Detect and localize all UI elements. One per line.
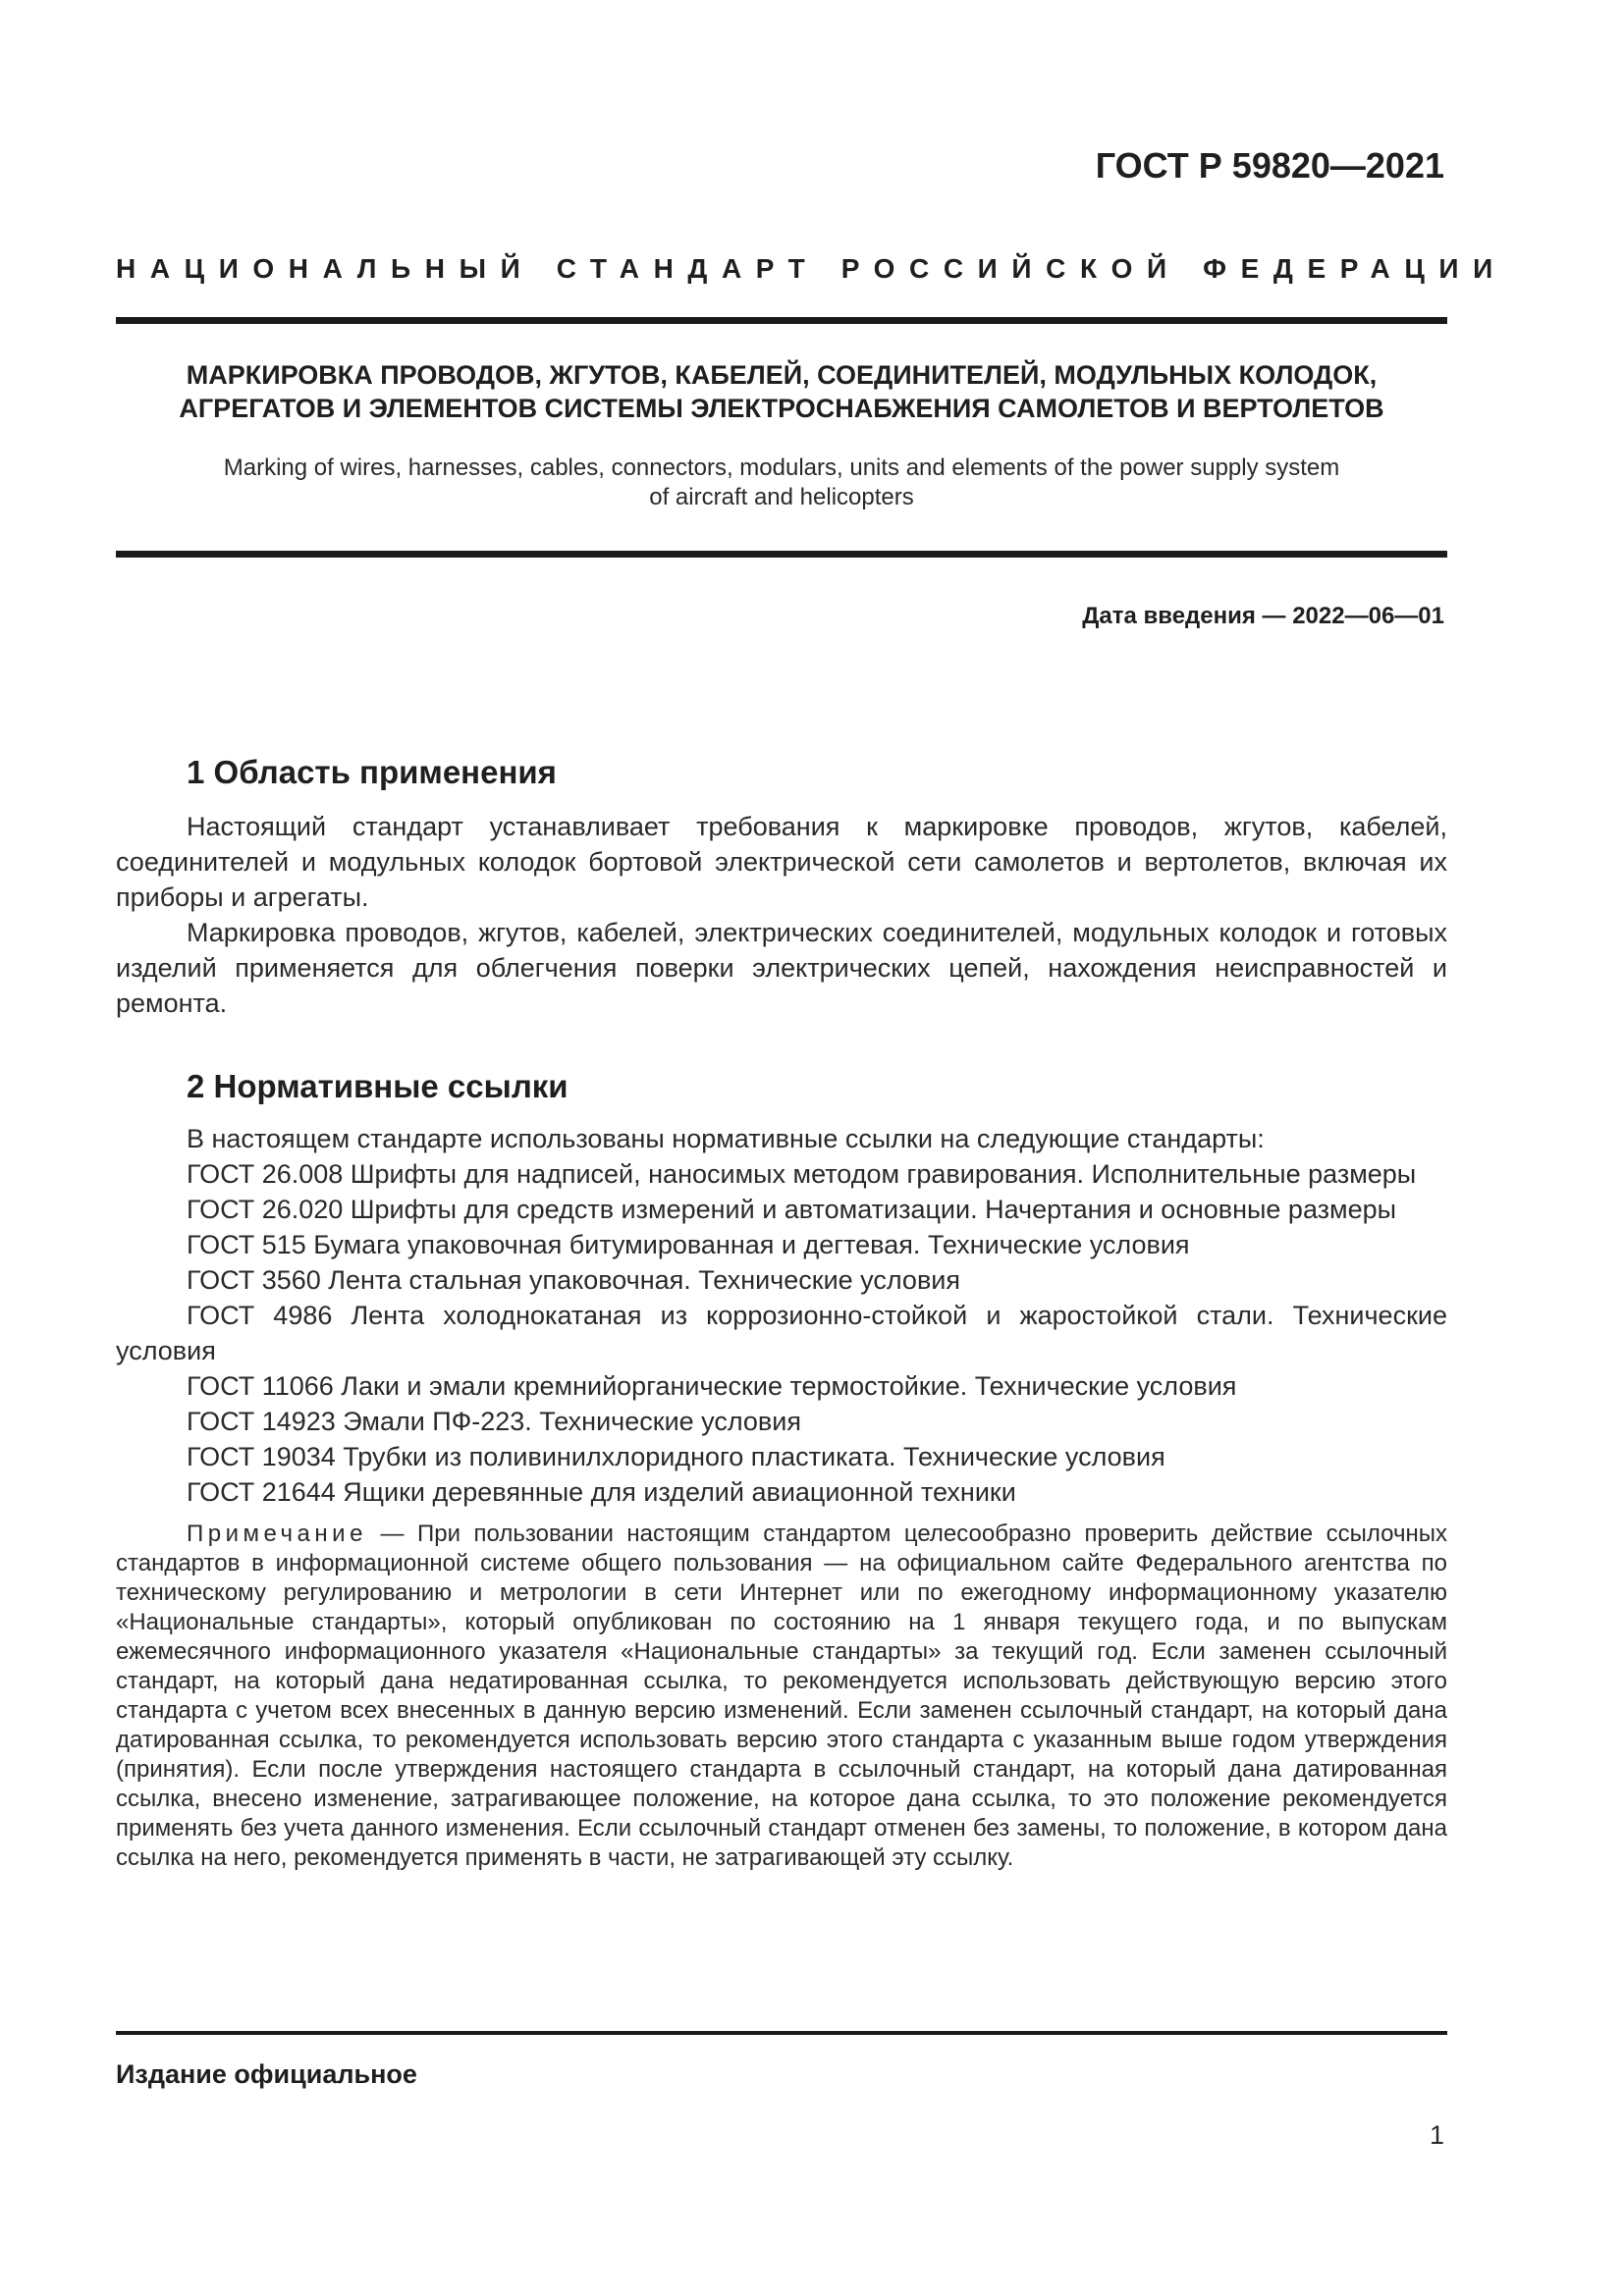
- title-russian-line-2: АГРЕГАТОВ И ЭЛЕМЕНТОВ СИСТЕМЫ ЭЛЕКТРОСНАБЖЕНИЯ САМОЛЕТОВ И ВЕРТОЛЕТОВ: [179, 394, 1384, 423]
- reference-item: ГОСТ 14923 Эмали ПФ-223. Технические условия: [187, 1407, 801, 1436]
- scope-paragraph-2: Маркировка проводов, жгутов, кабелей, электрических соединителей, модульных колодок и готовых изделий применяется для облегчения поверки электрических цепей, нахождения неисправностей и ремонта.: [116, 918, 1447, 1018]
- title-russian: [116, 358, 1447, 425]
- scope-paragraph-1: Настоящий стандарт устанавливает требования к маркировке проводов, жгутов, кабелей, соединителей и модульных колодок бортовой электрической сети самолетов и вертолетов, включая их приборы и агрегаты.: [116, 812, 1447, 912]
- reference-item: ГОСТ 19034 Трубки из поливинилхлоридного пластиката. Технические условия: [187, 1442, 1165, 1471]
- national-standard-banner: НАЦИОНАЛЬНЫЙ СТАНДАРТ РОССИЙСКОЙ ФЕДЕРАЦИИ: [116, 253, 1507, 284]
- title-english: [116, 454, 1447, 512]
- references-intro: В настоящем стандарте использованы нормативные ссылки на следующие стандарты:: [187, 1124, 1265, 1153]
- reference-item: ГОСТ 11066 Лаки и эмали кремнийорганические термостойкие. Технические условия: [187, 1371, 1237, 1401]
- section-scope: [116, 754, 1447, 1021]
- note-label: Примечание: [187, 1521, 367, 1547]
- title-russian-line-1: МАРКИРОВКА ПРОВОДОВ, ЖГУТОВ, КАБЕЛЕЙ, СОЕДИНИТЕЛЕЙ, МОДУЛЬНЫХ КОЛОДОК,: [186, 360, 1378, 390]
- official-edition: Издание официальное: [116, 2059, 417, 2089]
- note-text: — При пользовании настоящим стандартом целесообразно проверить действие ссылочных стандартов в информационной системе общего пользования — на официальном сайте Федерального агентства по техническому регулированию и метрологии в сети Интернет или по ежегодному информационному указателю «Национальные стандарты», который опубликован по состоянию на 1 января текущего года, и по выпускам ежемесячного информационного указателя «Национальные стандарты» за текущий год. Если заменен ссылочный стандарт, на который дана недатированная ссылка, то рекомендуется использовать действующую версию этого стандарта с учетом всех внесенных в данную версию изменений. Если заменен ссылочный стандарт, на который дана датированная ссылка, то рекомендуется использовать версию этого стандарта с указанным выше годом утверждения (принятия). Если после утверждения настоящего стандарта в ссылочный стандарт, на который дана датированная ссылка, внесено изменение, затрагивающее положение, на которое дана ссылка, то это положение рекомендуется применять без учета данного изменения. Если ссылочный стандарт отменен без замены, то положение, в котором дана ссылка на него, рекомендуется применять в части, не затрагивающей эту ссылку.: [116, 1521, 1447, 1871]
- reference-item: ГОСТ 4986 Лента холоднокатаная из коррозионно-стойкой и жаростойкой стали. Технические условия: [116, 1301, 1447, 1365]
- reference-item: ГОСТ 515 Бумага упаковочная битумированная и дегтевая. Технические условия: [187, 1230, 1190, 1259]
- reference-list: [116, 1156, 1447, 1510]
- page-number: 1: [1429, 2120, 1444, 2150]
- reference-item: ГОСТ 26.020 Шрифты для средств измерений и автоматизации. Начертания и основные размеры: [187, 1195, 1397, 1224]
- reference-item: ГОСТ 26.008 Шрифты для надписей, наносимых методом гравирования. Исполнительные размеры: [187, 1159, 1417, 1189]
- title-divider: [116, 551, 1447, 558]
- section-2-heading: 2 Нормативные ссылки: [187, 1068, 568, 1104]
- top-divider: [116, 317, 1447, 324]
- note: [116, 1520, 1447, 1873]
- reference-item: ГОСТ 3560 Лента стальная упаковочная. Технические условия: [187, 1265, 960, 1295]
- footer-divider: [116, 2031, 1447, 2035]
- document-code: ГОСТ Р 59820—2021: [1095, 145, 1444, 186]
- section-1-heading: 1 Область применения: [187, 754, 557, 790]
- title-english-line-1: Marking of wires, harnesses, cables, connectors, modulars, units and elements of the power supply system: [223, 454, 1340, 481]
- section-normative-references: [116, 1068, 1447, 1873]
- reference-item: ГОСТ 21644 Ящики деревянные для изделий авиационной техники: [187, 1477, 1016, 1507]
- title-english-line-2: of aircraft and helicopters: [649, 484, 914, 510]
- introduction-date: Дата введения — 2022—06—01: [1082, 603, 1444, 629]
